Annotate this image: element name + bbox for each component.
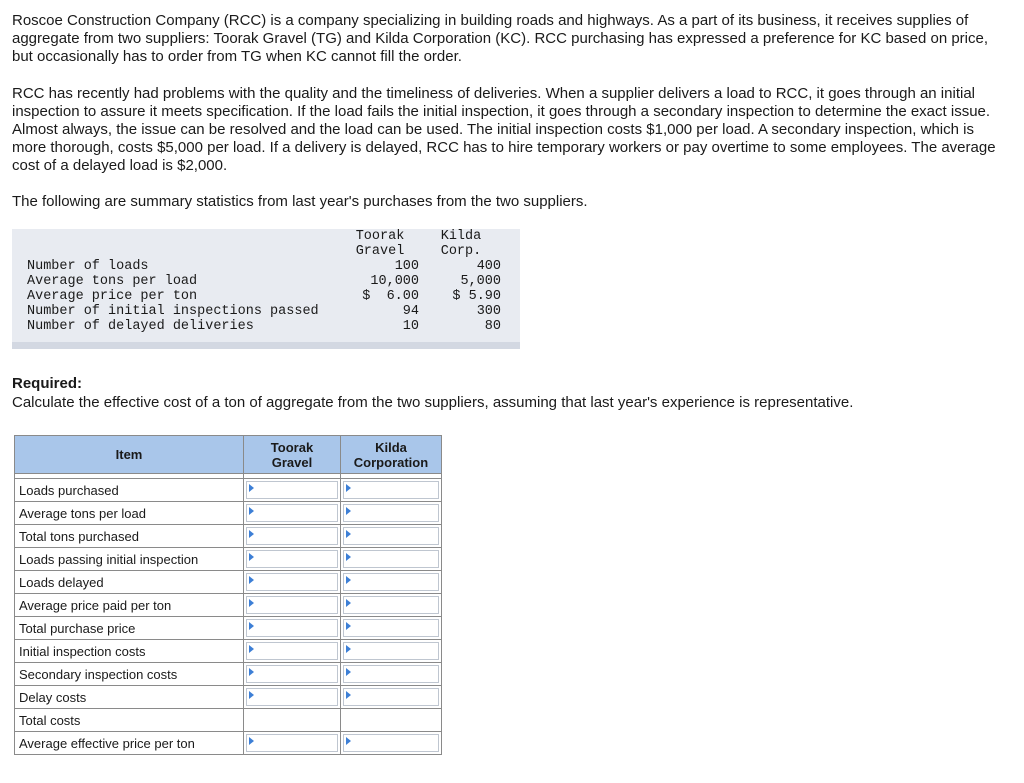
answer-input-kilda[interactable] [343,734,439,752]
input-marker-icon [249,484,254,492]
input-marker-icon [346,599,351,607]
input-marker-icon [249,622,254,630]
answer-input-toorak[interactable] [246,573,338,591]
input-marker-icon [346,530,351,538]
stats-header-toorak-line2: Gravel [355,244,405,259]
answer-cell-kilda[interactable] [341,502,442,525]
answer-cell-kilda[interactable] [341,525,442,548]
answer-row [15,732,442,755]
stats-row-label: Number of initial inspections passed [27,304,319,319]
input-marker-icon [346,576,351,584]
answer-row-label: Loads passing initial inspection [15,548,244,571]
answer-cell-kilda[interactable] [341,663,442,686]
answer-input-toorak[interactable] [246,688,338,706]
answer-input-kilda[interactable] [343,665,439,683]
answer-input-kilda[interactable] [343,596,439,614]
answer-cell-toorak[interactable] [244,594,341,617]
stats-row-value-toorak: 10 [402,319,419,334]
header-toorak-line2: Gravel [271,454,313,470]
input-marker-icon [249,599,254,607]
header-kilda-line2: Corporation [353,454,429,470]
answer-cell-toorak[interactable] [244,525,341,548]
stats-row-value-kilda: 5,000 [460,274,501,289]
input-marker-icon [346,645,351,653]
answer-input-toorak[interactable] [246,665,338,683]
answer-row-label: Average effective price per ton [15,732,244,755]
answer-row [15,640,442,663]
stats-row-value-kilda: $ 5.90 [452,289,501,304]
stats-header-kilda-line1: Kilda [440,229,482,244]
answer-input-kilda[interactable] [343,688,439,706]
summary-statistics-table [12,229,520,349]
input-marker-icon [346,484,351,492]
answer-row-label: Total purchase price [15,617,244,640]
answer-input-toorak[interactable] [246,642,338,660]
answer-table [14,435,442,755]
header-toorak-gravel [244,436,341,474]
answer-cell-kilda[interactable] [341,571,442,594]
answer-input-kilda[interactable] [343,619,439,637]
answer-cell-toorak[interactable] [244,502,341,525]
input-marker-icon [346,507,351,515]
answer-cell-kilda[interactable] [341,479,442,502]
stats-row-value-toorak: 10,000 [370,274,419,289]
intro-paragraph-1: Roscoe Construction Company (RCC) is a company specializing in building roads and highways. As a part of its business, it receives supplies of aggregate from two suppliers: Toorak Gravel (TG) and Kilda Corporation (KC). RCC purchasing has expressed a preference for KC based on price, but occasionally has to order from TG when KC cannot fill the order. [12,12,989,65]
answer-cell-toorak[interactable] [244,571,341,594]
answer-cell-toorak[interactable] [244,479,341,502]
intro-paragraph-3: The following are summary statistics from last year's purchases from the two suppliers. [12,193,588,210]
answer-row-label: Loads delayed [15,571,244,594]
answer-input-kilda[interactable] [343,642,439,660]
answer-input-toorak[interactable] [246,481,338,499]
input-marker-icon [249,691,254,699]
header-item: Item [15,436,244,474]
required-instructions: Calculate the effective cost of a ton of aggregate from the two suppliers, assuming that last year's experience is representative. [12,394,854,411]
answer-cell-toorak[interactable] [244,640,341,663]
stats-row-value-kilda: 300 [476,304,501,319]
answer-cell-kilda[interactable] [341,548,442,571]
input-marker-icon [346,622,351,630]
input-marker-icon [346,737,351,745]
input-marker-icon [346,691,351,699]
answer-cell-kilda[interactable] [341,594,442,617]
answer-table-header [15,436,442,474]
input-marker-icon [249,668,254,676]
answer-cell-toorak[interactable] [244,686,341,709]
answer-input-kilda[interactable] [343,504,439,522]
required-heading: Required: [12,375,83,392]
answer-input-kilda[interactable] [343,573,439,591]
answer-row [15,502,442,525]
input-marker-icon [249,576,254,584]
answer-input-toorak[interactable] [246,504,338,522]
answer-cell-kilda[interactable] [341,640,442,663]
stats-row-value-toorak: 100 [394,259,419,274]
header-toorak-line1: Toorak [270,439,314,455]
stats-bottom-bar [12,342,520,349]
answer-input-kilda[interactable] [343,481,439,499]
answer-row [15,594,442,617]
input-marker-icon [249,737,254,745]
answer-row [15,571,442,594]
answer-row-label: Total costs [15,709,244,732]
answer-input-toorak[interactable] [246,596,338,614]
answer-row-label: Average tons per load [15,502,244,525]
answer-row-label: Loads purchased [15,479,244,502]
answer-row [15,479,442,502]
stats-row-label: Number of delayed deliveries [27,319,254,334]
answer-row [15,548,442,571]
stats-header-toorak-line1: Toorak [355,229,405,244]
answer-table-body [15,479,442,755]
input-marker-icon [249,507,254,515]
answer-cell-kilda[interactable] [341,617,442,640]
stats-row-value-toorak: $ 6.00 [362,289,419,304]
answer-cell-kilda [341,709,442,732]
answer-input-toorak[interactable] [246,619,338,637]
answer-input-toorak[interactable] [246,734,338,752]
answer-cell-toorak[interactable] [244,732,341,755]
input-marker-icon [249,645,254,653]
answer-input-toorak[interactable] [246,550,338,568]
answer-cell-toorak[interactable] [244,617,341,640]
answer-row-label: Initial inspection costs [15,640,244,663]
answer-cell-toorak [244,709,341,732]
answer-input-kilda[interactable] [343,550,439,568]
header-kilda-line1: Kilda [375,439,407,455]
answer-row [15,686,442,709]
stats-row-value-kilda: 400 [476,259,501,274]
answer-cell-toorak[interactable] [244,663,341,686]
input-marker-icon [249,553,254,561]
answer-row-label: Total tons purchased [15,525,244,548]
answer-input-kilda[interactable] [343,527,439,545]
input-marker-icon [346,553,351,561]
answer-cell-toorak[interactable] [244,548,341,571]
stats-row-value-kilda: 80 [484,319,501,334]
input-marker-icon [346,668,351,676]
answer-row [15,709,442,732]
answer-cell-kilda[interactable] [341,686,442,709]
answer-cell-kilda[interactable] [341,732,442,755]
answer-input-toorak[interactable] [246,527,338,545]
answer-row-label: Secondary inspection costs [15,663,244,686]
stats-row-label: Average tons per load [27,274,198,289]
answer-row-label: Average price paid per ton [15,594,244,617]
answer-row [15,617,442,640]
answer-row-label: Delay costs [15,686,244,709]
answer-row [15,525,442,548]
stats-row-value-toorak: 94 [402,304,419,319]
answer-row [15,663,442,686]
input-marker-icon [249,530,254,538]
stats-row-label: Number of loads [27,259,149,274]
header-kilda-corporation [341,436,442,474]
stats-row-label: Average price per ton [27,289,198,304]
stats-header-kilda-line2: Corp. [440,244,482,259]
intro-paragraph-2: RCC has recently had problems with the quality and the timeliness of deliveries. When a supplier delivers a load to RCC, it goes through an initial inspection to assure it meets specification. If the load fails the initial inspection, it goes through a secondary inspection to determine the exact issue. Almost always, the issue can be resolved and the load can be used. The initial inspection costs $1,000 per load. A secondary inspection, which is more thorough, costs $5,000 per load. If a delivery is delayed, RCC has to hire temporary workers or pay overtime to some employees. The average cost of a delayed load is $2,000. [12,85,996,174]
